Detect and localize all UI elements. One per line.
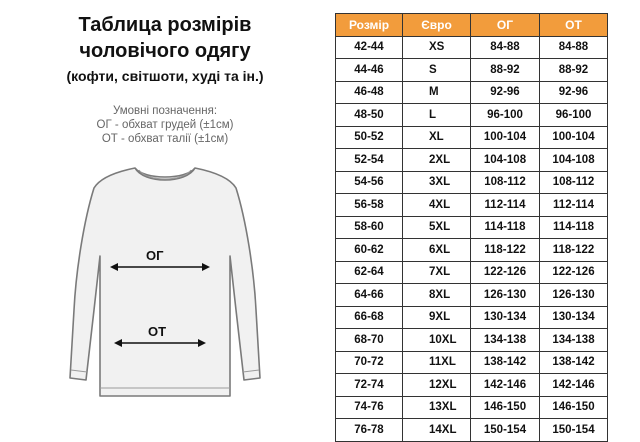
cell-size: 44-46 bbox=[336, 59, 403, 82]
cell-size: 76-78 bbox=[336, 419, 403, 442]
cell-ot: 146-150 bbox=[540, 396, 608, 419]
sweater-diagram bbox=[40, 160, 290, 416]
cell-ot: 122-126 bbox=[540, 261, 608, 284]
title-line-1: Таблица розмірів bbox=[78, 14, 252, 36]
cell-euro: 11XL bbox=[403, 351, 471, 374]
chest-label: ОГ bbox=[146, 248, 164, 263]
cell-og: 96-100 bbox=[471, 104, 540, 127]
table-row bbox=[336, 81, 608, 104]
cell-og: 112-114 bbox=[471, 194, 540, 217]
header-size: Розмір bbox=[336, 14, 403, 37]
cell-og: 126-130 bbox=[471, 284, 540, 307]
cell-ot: 142-146 bbox=[540, 374, 608, 397]
cell-ot: 88-92 bbox=[540, 59, 608, 82]
cell-euro: L bbox=[403, 104, 471, 127]
cell-og: 134-138 bbox=[471, 329, 540, 352]
cell-size: 56-58 bbox=[336, 194, 403, 217]
cell-og: 150-154 bbox=[471, 419, 540, 442]
chart-title bbox=[0, 12, 330, 64]
table-row bbox=[336, 306, 608, 329]
size-table bbox=[335, 13, 608, 442]
cell-size: 50-52 bbox=[336, 126, 403, 149]
cell-ot: 118-122 bbox=[540, 239, 608, 262]
table-row bbox=[336, 59, 608, 82]
cell-og: 104-108 bbox=[471, 149, 540, 172]
cell-og: 146-150 bbox=[471, 396, 540, 419]
legend-og: ОГ - обхват грудей (±1см) bbox=[96, 119, 234, 131]
cell-og: 130-134 bbox=[471, 306, 540, 329]
chart-subtitle: (кофти, світшоти, худі та ін.) bbox=[66, 68, 264, 84]
cell-euro: 12XL bbox=[403, 374, 471, 397]
table-row bbox=[336, 239, 608, 262]
legend bbox=[0, 104, 330, 146]
cell-og: 122-126 bbox=[471, 261, 540, 284]
cell-ot: 108-112 bbox=[540, 171, 608, 194]
cell-size: 70-72 bbox=[336, 351, 403, 374]
cell-og: 142-146 bbox=[471, 374, 540, 397]
cell-ot: 134-138 bbox=[540, 329, 608, 352]
cell-size: 58-60 bbox=[336, 216, 403, 239]
cell-euro: 5XL bbox=[403, 216, 471, 239]
cell-ot: 84-88 bbox=[540, 36, 608, 59]
cell-euro: 10XL bbox=[403, 329, 471, 352]
cell-size: 62-64 bbox=[336, 261, 403, 284]
cell-euro: 3XL bbox=[403, 171, 471, 194]
table-row bbox=[336, 351, 608, 374]
table-header-row bbox=[336, 14, 608, 37]
cell-size: 64-66 bbox=[336, 284, 403, 307]
cell-size: 68-70 bbox=[336, 329, 403, 352]
legend-ot: ОТ - обхват талії (±1см) bbox=[101, 133, 229, 145]
cell-og: 100-104 bbox=[471, 126, 540, 149]
cell-ot: 126-130 bbox=[540, 284, 608, 307]
cell-og: 88-92 bbox=[471, 59, 540, 82]
cell-size: 48-50 bbox=[336, 104, 403, 127]
cell-ot: 112-114 bbox=[540, 194, 608, 217]
cell-euro: S bbox=[403, 59, 471, 82]
cell-euro: 6XL bbox=[403, 239, 471, 262]
cell-ot: 104-108 bbox=[540, 149, 608, 172]
cell-size: 60-62 bbox=[336, 239, 403, 262]
table-row bbox=[336, 194, 608, 217]
cell-size: 42-44 bbox=[336, 36, 403, 59]
cell-ot: 96-100 bbox=[540, 104, 608, 127]
cell-og: 92-96 bbox=[471, 81, 540, 104]
cell-og: 108-112 bbox=[471, 171, 540, 194]
cell-ot: 138-142 bbox=[540, 351, 608, 374]
cell-euro: 9XL bbox=[403, 306, 471, 329]
table-row bbox=[336, 284, 608, 307]
table-row bbox=[336, 126, 608, 149]
cell-og: 118-122 bbox=[471, 239, 540, 262]
table-row bbox=[336, 329, 608, 352]
cell-og: 138-142 bbox=[471, 351, 540, 374]
cell-euro: M bbox=[403, 81, 471, 104]
cell-euro: 7XL bbox=[403, 261, 471, 284]
header-og: ОГ bbox=[471, 14, 540, 37]
table-row bbox=[336, 149, 608, 172]
cell-size: 66-68 bbox=[336, 306, 403, 329]
cell-size: 74-76 bbox=[336, 396, 403, 419]
title-line-2: чоловічого одягу bbox=[79, 40, 251, 62]
cell-ot: 150-154 bbox=[540, 419, 608, 442]
table-row bbox=[336, 216, 608, 239]
cell-size: 52-54 bbox=[336, 149, 403, 172]
cell-euro: 4XL bbox=[403, 194, 471, 217]
waist-label: ОТ bbox=[148, 324, 167, 339]
cell-euro: 14XL bbox=[403, 419, 471, 442]
cell-ot: 92-96 bbox=[540, 81, 608, 104]
cell-euro: 2XL bbox=[403, 149, 471, 172]
header-ot: ОТ bbox=[540, 14, 608, 37]
table-row bbox=[336, 374, 608, 397]
table-row bbox=[336, 171, 608, 194]
cell-og: 114-118 bbox=[471, 216, 540, 239]
cell-size: 72-74 bbox=[336, 374, 403, 397]
sweater-outline bbox=[70, 168, 260, 396]
header-euro: Євро bbox=[403, 14, 471, 37]
table-row bbox=[336, 36, 608, 59]
legend-heading: Умовні позначення: bbox=[112, 105, 218, 117]
cell-euro: XS bbox=[403, 36, 471, 59]
table-row bbox=[336, 261, 608, 284]
cell-ot: 100-104 bbox=[540, 126, 608, 149]
table-row bbox=[336, 104, 608, 127]
cell-euro: 13XL bbox=[403, 396, 471, 419]
cell-size: 54-56 bbox=[336, 171, 403, 194]
table-row bbox=[336, 396, 608, 419]
cell-euro: XL bbox=[403, 126, 471, 149]
cell-ot: 114-118 bbox=[540, 216, 608, 239]
cell-ot: 130-134 bbox=[540, 306, 608, 329]
cell-og: 84-88 bbox=[471, 36, 540, 59]
cell-euro: 8XL bbox=[403, 284, 471, 307]
cell-size: 46-48 bbox=[336, 81, 403, 104]
